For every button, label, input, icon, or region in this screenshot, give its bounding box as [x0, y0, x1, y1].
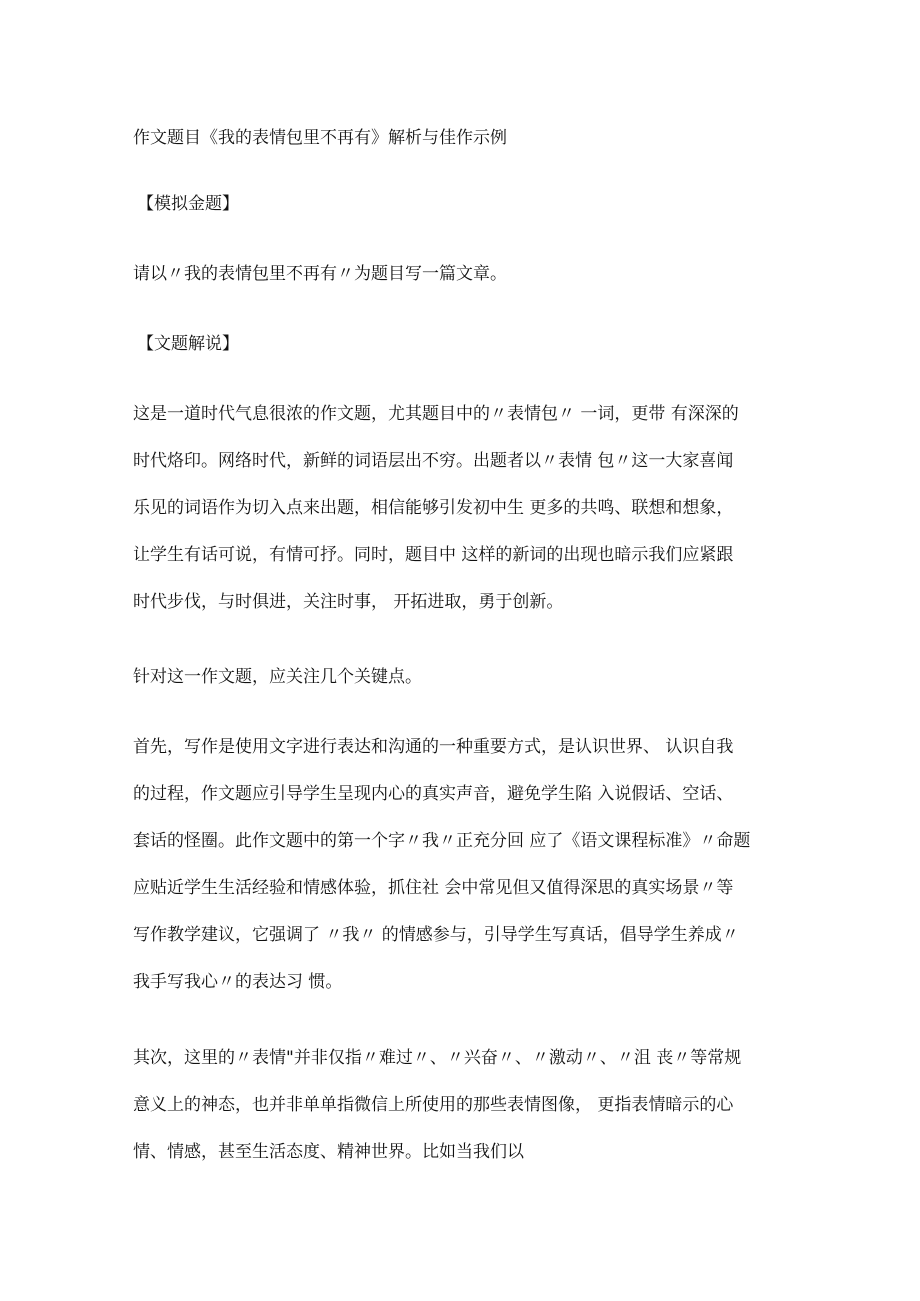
paragraph-line: 时代步伐，与时俱进，关注时事， 开拓进取，勇于创新。 — [133, 592, 564, 612]
paragraph-line: 写作教学建议，它强调了 〃我〃 的情感参与，引导学生写真话，倡导学生养成〃 — [133, 925, 739, 945]
paragraph-line: 让学生有话可说，有情可抒。同时，题目中 这样的新词的出现也暗示我们应紧跟 — [133, 545, 734, 565]
paragraph-intro — [133, 402, 813, 637]
paragraph-line: 应贴近学生生活经验和情感体验，抓住社 会中常见但又值得深思的真实场景〃等 — [133, 878, 734, 898]
paragraph-key-points — [133, 665, 813, 712]
paragraph-line: 套话的怪圈。此作文题中的第一个字〃我〃正充分回 应了《语文课程标准》〃命题 — [133, 831, 751, 851]
paragraph-first-point — [133, 735, 813, 1017]
section-heading-analysis: 【文题解说】 — [137, 334, 239, 354]
document-title: 作文题目《我的表情包里不再有》解析与佳作示例 — [133, 128, 507, 148]
paragraph-line: 针对这一作文题，应关注几个关键点。 — [133, 667, 422, 687]
paragraph-line: 首先，写作是使用文字进行表达和沟通的一种重要方式，是认识世界、 认识自我 — [133, 737, 734, 757]
paragraph-line: 我手写我心〃的表达习 惯。 — [133, 972, 343, 992]
paragraph-line: 其次，这里的〃表情"并非仅指〃难过〃、〃兴奋〃、〃激动〃、〃沮 丧〃等常规 — [133, 1048, 742, 1068]
section-heading-mock-title: 【模拟金题】 — [137, 194, 239, 214]
paragraph-line: 这是一道时代气息很浓的作文题，尤其题目中的〃表情包〃 一词，更带 有深深的 — [133, 404, 739, 424]
essay-prompt: 请以〃我的表情包里不再有〃为题目写一篇文章。 — [133, 264, 507, 284]
paragraph-line: 的过程，作文题应引导学生呈现内心的真实声音，避免学生陷 入说假话、空话、 — [133, 784, 734, 804]
paragraph-line: 乐见的词语作为切入点来出题，相信能够引发初中生 更多的共鸣、联想和想象， — [133, 498, 734, 518]
paragraph-line: 意义上的神态，也并非单单指微信上所使用的那些表情图像， 更指表情暗示的心 — [133, 1095, 734, 1115]
paragraph-second-point — [133, 1046, 813, 1187]
paragraph-line: 情、情感，甚至生活态度、精神世界。比如当我们以 — [133, 1142, 524, 1162]
paragraph-line: 时代烙印。网络时代，新鲜的词语层出不穷。出题者以〃表情 包〃这一大家喜闻 — [133, 451, 734, 471]
